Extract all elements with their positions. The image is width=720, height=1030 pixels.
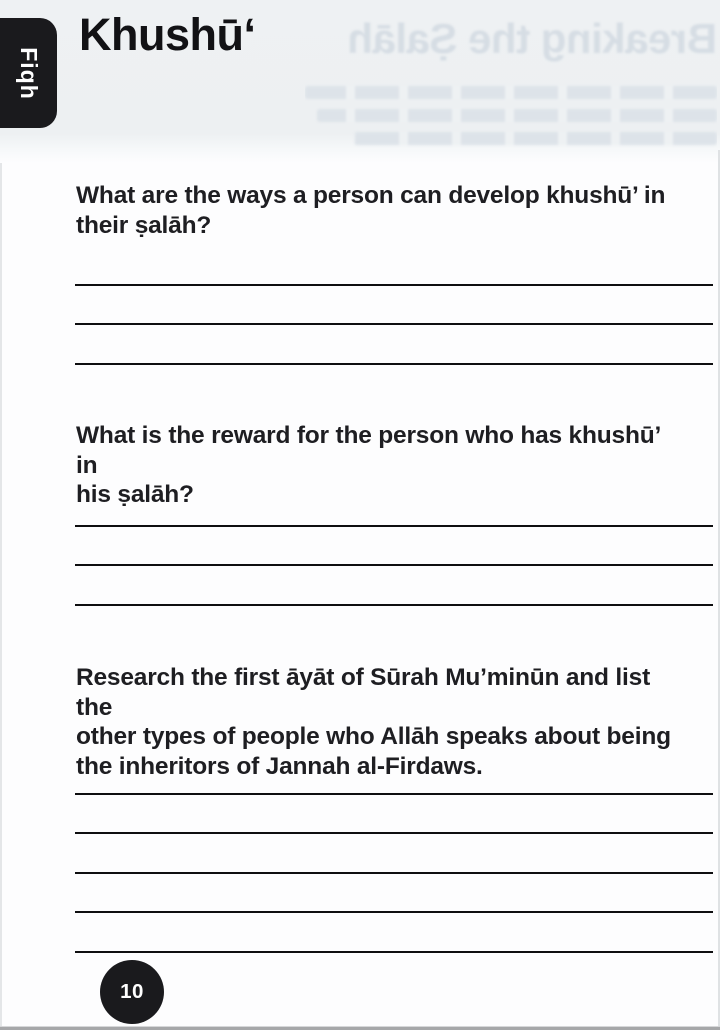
ghost-title-text: Breaking the Ṣalāh xyxy=(347,16,717,62)
answer-rule-line xyxy=(75,874,713,914)
answer-rule-line xyxy=(75,487,713,527)
question-3-text: Research the first āyāt of Sūrah Mu’minūn and list the other types of people who Allāh speaks about being the inheritors of Jannah al-Firdaws. xyxy=(76,664,671,780)
answer-rule-line xyxy=(75,566,713,606)
page-number: 10 xyxy=(120,980,144,1003)
answer-rule-line xyxy=(75,246,713,286)
answer-rule-line xyxy=(75,527,713,567)
question-2-text: What is the reward for the person who has khushū’ in his ṣalāh? xyxy=(76,422,660,508)
answer-rule-line xyxy=(75,755,713,795)
ghost-paragraph xyxy=(305,86,717,145)
scan-edge-left xyxy=(0,163,2,1030)
answer-rule-line xyxy=(75,913,713,953)
subject-tab xyxy=(0,18,57,128)
question-2-answer-lines xyxy=(75,487,713,606)
page-number-badge xyxy=(100,960,164,1024)
page-header xyxy=(0,0,720,163)
answer-rule-line xyxy=(75,795,713,835)
question-3-answer-lines xyxy=(75,755,713,953)
ghost-text-line xyxy=(305,86,717,99)
question-1-text: What are the ways a person can develop khushū’ in their ṣalāh? xyxy=(76,182,666,239)
ghost-showthrough-text xyxy=(305,16,717,158)
answer-rule-line xyxy=(75,286,713,326)
answer-rule-line xyxy=(75,834,713,874)
answer-rule-line xyxy=(75,325,713,365)
ghost-text-line xyxy=(354,132,717,145)
ghost-text-line xyxy=(317,109,717,122)
page-title: Khushū‘ xyxy=(79,9,256,60)
question-1-answer-lines xyxy=(75,246,713,365)
subject-tab-label: Fiqh xyxy=(15,46,42,100)
